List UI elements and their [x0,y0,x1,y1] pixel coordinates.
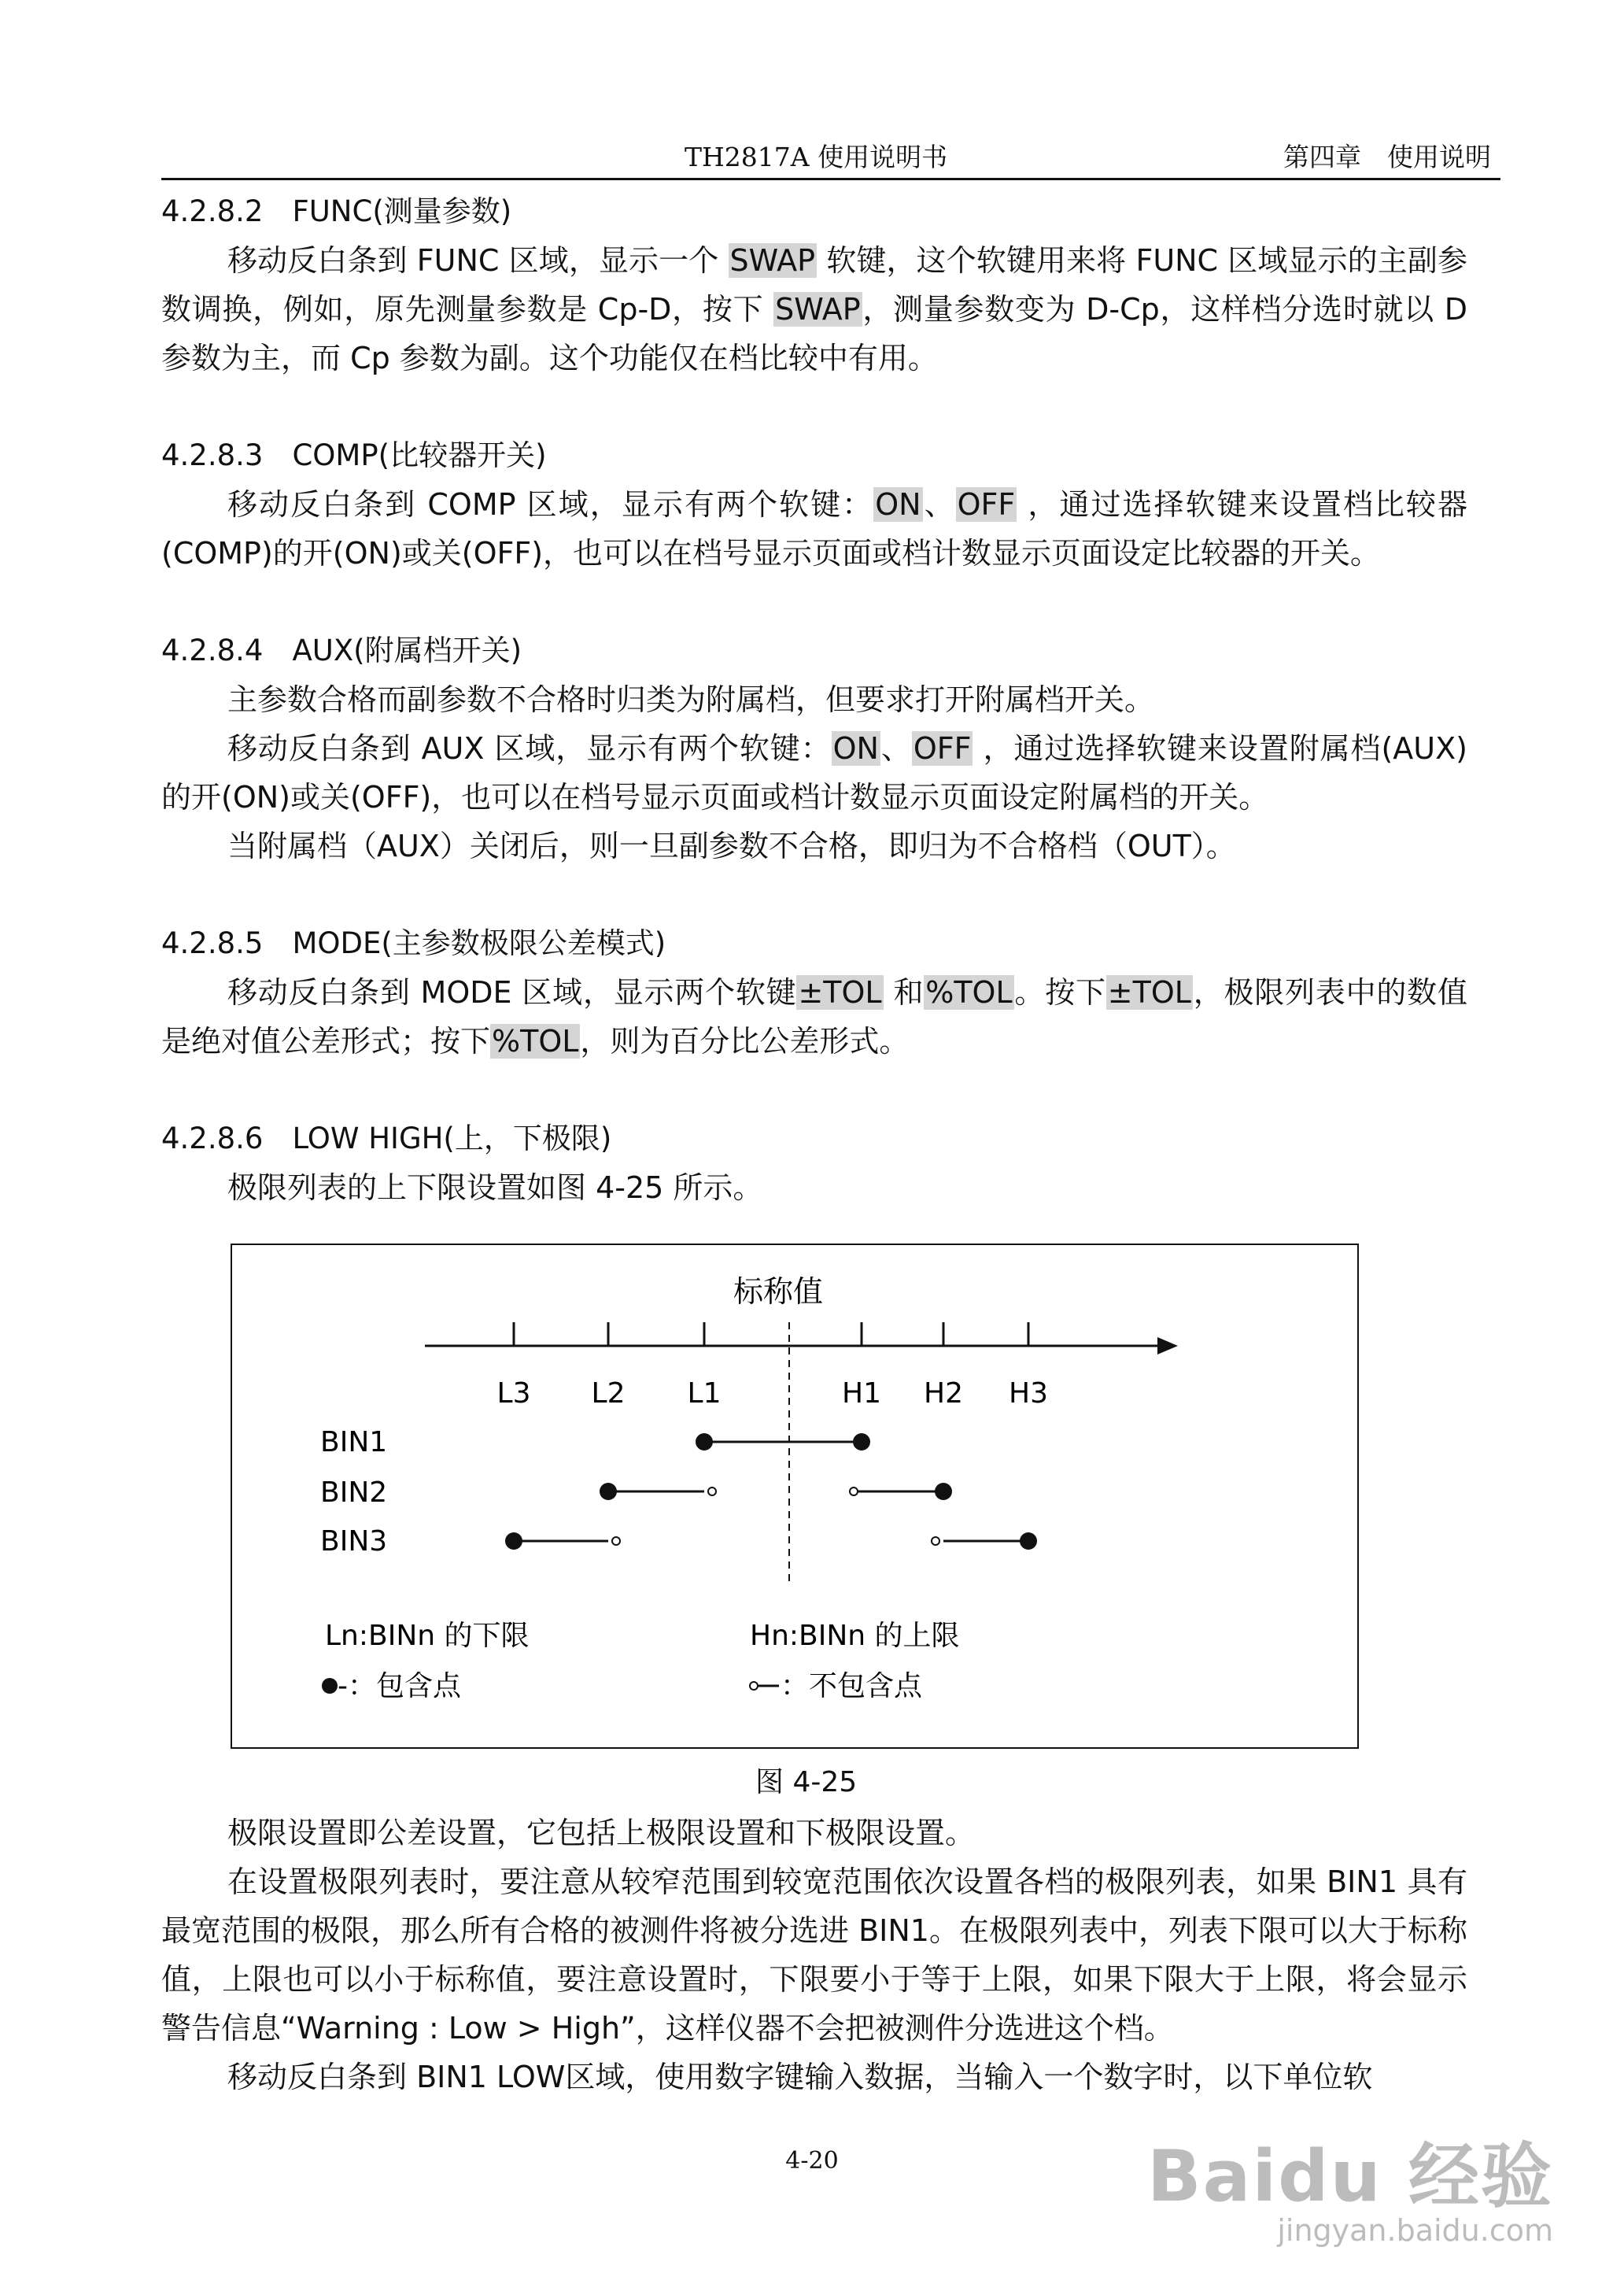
axis-arrow [1157,1337,1178,1354]
tick-label-l2: L2 [591,1377,626,1410]
section-heading-mode: 4.2.8.5 MODE(主参数极限公差模式) [161,926,666,960]
bin2-low-open-point [708,1488,716,1495]
legend-closed-point: -：包含点 [338,1670,461,1702]
softkey-abs-tol: ±TOL [798,975,882,1010]
softkey-off: OFF [913,731,972,766]
page-header [165,134,1503,179]
legend-closed-point-icon [322,1678,338,1694]
body-text [161,187,1467,1212]
watermark-logo: Baidu 经验 [1146,2135,1553,2218]
softkey-pct-tol: %TOL [925,975,1013,1010]
header-rule [161,178,1500,180]
bin2-high-open-point [850,1488,858,1495]
chapter-title: 第四章 使用说明 [1283,142,1491,172]
page-number: 4-20 [785,2147,839,2175]
bin-label-bin2: BIN2 [320,1476,388,1509]
figure-caption: 图 4-25 [755,1766,858,1798]
tick-label-h1: H1 [842,1377,881,1410]
paragraph-mode: 移动反白条到 MODE 区域，显示两个软键±TOL 和%TOL。按下±TOL，极限列表中的数值是绝对值公差形式；按下%TOL，则为百分比公差形式。 [161,975,1467,1059]
bin3-high-open-point [932,1537,939,1545]
tick-label-l3: L3 [496,1377,531,1410]
softkey-pct-tol: %TOL [492,1024,579,1059]
softkey-on: ON [832,731,879,766]
paragraph-comp: 移动反白条到 COMP 区域，显示有两个软键：ON、OFF ，通过选择软键来设置档比较器(COMP)的开(ON)或关(OFF)，也可以在档号显示页面或档计数显示页面设定比较器的开关。 [161,487,1467,571]
bin2-low-closed-point [600,1483,617,1500]
legend-open-point-icon [750,1682,758,1690]
section-heading-func: 4.2.8.2 FUNC(测量参数) [161,194,512,228]
bin1-low-closed-point [696,1433,713,1451]
section-heading-lowhigh: 4.2.8.6 LOW HIGH(上，下极限) [161,1122,612,1155]
paragraph-func: 移动反白条到 FUNC 区域，显示一个 SWAP 软键，这个软键用来将 FUNC 区域显示的主副参数调换，例如，原先测量参数是 Cp-D，按下 SWAP，测量参数变为 D-Cp，这样档分选时就以 D 参数为主，而 Cp 参数为副。这个功能仅在档比较中有用。 [161,243,1467,375]
legend-upper-limit: Hn:BINn 的上限 [750,1620,960,1652]
paragraph-limit-list: 在设置极限列表时，要注意从较窄范围到较宽范围依次设置各档的极限列表，如果 BIN1 具有最宽范围的极限，那么所有合格的被测件将被分选进 BIN1。在极限列表中，列表下限可以大于标称值，上限也可以小于标称值，要注意设置时，下限要小于等于上限，如果下限大于上限，将会显示警告信息“Warning : Low > High”，这样仪器不会把被测件分选进这个档。 [161,1864,1467,2046]
section-heading-aux: 4.2.8.4 AUX(附属档开关) [161,634,522,667]
paragraph-limit-setting: 极限设置即公差设置，它包括上极限设置和下极限设置。 [227,1816,976,1850]
bin3-low-closed-point [505,1532,522,1550]
nominal-value-label: 标称值 [733,1274,824,1309]
softkey-abs-tol: ±TOL [1107,975,1191,1010]
softkey-swap: SWAP [775,292,861,327]
tick-label-l1: L1 [687,1377,722,1410]
tick-label-h2: H2 [924,1377,963,1410]
softkey-on: ON [875,487,921,522]
paragraph-aux-1: 主参数合格而副参数不合格时归类为附属档，但要求打开附属档开关。 [227,682,1155,717]
bin2-high-closed-point [935,1483,952,1500]
paragraph-lowhigh: 极限列表的上下限设置如图 4-25 所示。 [227,1170,763,1205]
tick-label-h3: H3 [1009,1377,1048,1410]
paragraph-bin1-low: 移动反白条到 BIN1 LOW区域，使用数字键输入数据，当输入一个数字时，以下单位软 [227,2060,1373,2094]
legend-open-point: ：不包含点 [781,1670,923,1702]
limit-diagram [231,1244,1359,1749]
bin-label-bin1: BIN1 [320,1426,388,1458]
softkey-swap: SWAP [729,243,816,278]
watermark-url: jingyan.baidu.com [1277,2213,1553,2248]
paragraph-aux-3: 当附属档（AUX）关闭后，则一旦副参数不合格，即归为不合格档（OUT）。 [227,829,1236,863]
legend-lower-limit: Ln:BINn 的下限 [325,1620,530,1652]
section-heading-comp: 4.2.8.3 COMP(比较器开关) [161,438,547,472]
bin-label-bin3: BIN3 [320,1525,388,1558]
manual-title: TH2817A 使用说明书 [685,142,948,172]
paragraph-aux-2: 移动反白条到 AUX 区域，显示有两个软键：ON、OFF ，通过选择软键来设置附属档(AUX)的开(ON)或关(OFF)，也可以在档号显示页面或档计数显示页面设定附属档的开关。 [161,731,1467,815]
body-text-continued [161,1809,1467,2101]
softkey-off: OFF [957,487,1016,522]
watermark [1147,2119,1553,2248]
bin3-low-open-point [612,1537,620,1545]
bin1-high-closed-point [853,1433,870,1451]
bin3-high-closed-point [1020,1532,1037,1550]
